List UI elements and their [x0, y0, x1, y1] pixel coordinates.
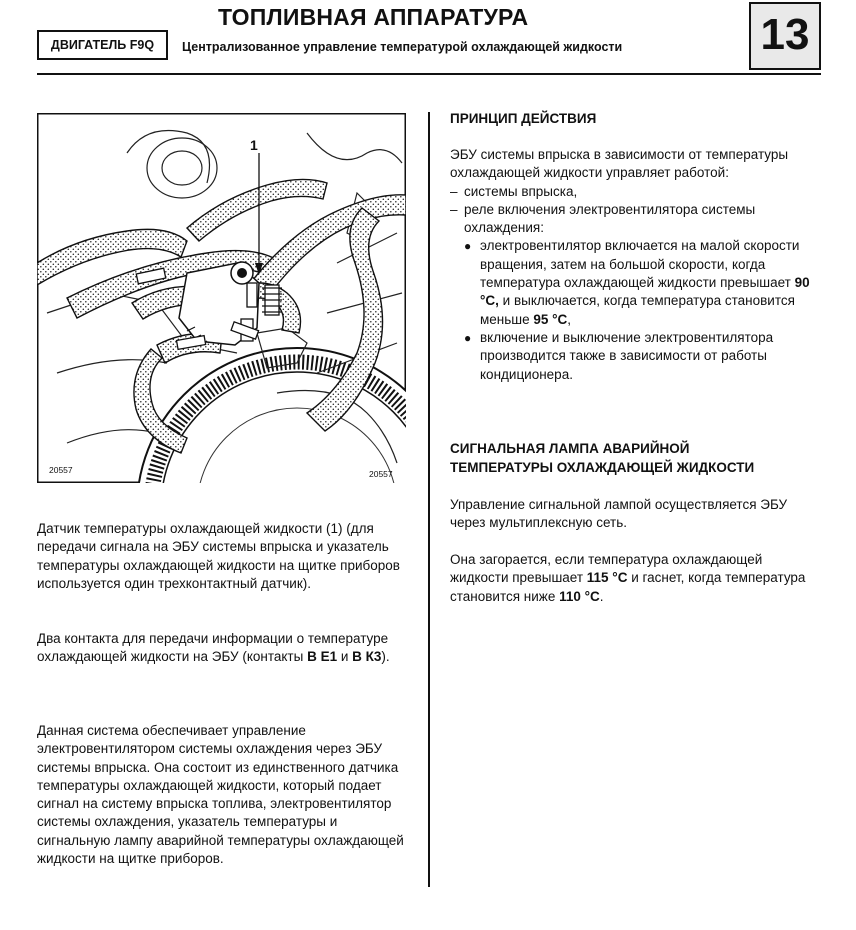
sensor-callout-number: 1 [250, 137, 258, 153]
contacts-text-start: Два контакта для передачи информации о температуре охлаждающей жидкости на ЭБУ (контакты [37, 631, 389, 665]
operation-heading: ПРИНЦИП ДЕЙСТВИЯ [450, 111, 597, 126]
fan-text-mid: и выключается, когда температура становится меньше [480, 293, 795, 327]
list-item: – системы впрыска, [450, 183, 820, 201]
control-list [450, 183, 820, 238]
fan-list [464, 237, 820, 383]
engine-label: ДВИГАТЕЛЬ F9Q [37, 30, 168, 60]
contacts-paragraph [37, 630, 409, 667]
chapter-number: 13 [749, 2, 821, 70]
contact-k3: В К3 [352, 649, 382, 665]
column-divider [428, 112, 430, 887]
lamp-temp-off: 110 °С [559, 588, 600, 604]
operation-intro: ЭБУ системы впрыска в зависимости от температуры охлаждающей жидкости управляет работой: [450, 147, 789, 181]
lamp-temp-on: 115 °С [586, 570, 628, 586]
operation-section [450, 146, 820, 384]
lamp-control-paragraph: Управление сигнальной лампой осуществляется ЭБУ через мультиплексную сеть. [450, 497, 788, 531]
fan-text-start: электровентилятор включается на малой скорости вращения, затем на большой скорости, когда температура охлаждающей жидкости превышает [480, 238, 800, 291]
page-subtitle: Централизованное управление температурой охлаждающей жидкости [182, 40, 623, 54]
list-item [464, 237, 820, 328]
fan-temp-on: 90 °С, [480, 275, 810, 309]
warning-lamp-heading-line1: СИГНАЛЬНАЯ ЛАМПА АВАРИЙНОЙ [450, 441, 690, 456]
warning-lamp-heading-line2: ТЕМПЕРАТУРЫ ОХЛАЖДАЮЩЕЙ ЖИДКОСТИ [450, 459, 755, 475]
fan-temp-off: 95 °С [533, 311, 568, 327]
figure-ref-left: 20557 [49, 465, 73, 475]
lamp-text-start: Она загорается, если температура охлаждающей жидкости превышает [450, 552, 763, 586]
lamp-text-mid: и гаснет, когда температура становится ниже [450, 570, 806, 604]
sensor-paragraph: Датчик температуры охлаждающей жидкости (1) (для передачи сигнала на ЭБУ системы впрыска и указатель температуры охлаждающей жидкости на щитке приборов используется один трехконтактный датчик). [37, 521, 400, 591]
warning-lamp-heading [450, 440, 830, 477]
list-item: ● включение и выключение электровентилятора производится также в зависимости от работы кондиционера. [464, 329, 820, 384]
lamp-text-end: . [599, 588, 604, 604]
contacts-text-end: ). [381, 649, 390, 665]
contacts-text-and: и [337, 649, 353, 665]
list-item: – реле включения электровентилятора системы охлаждения: [450, 201, 820, 238]
header-rule [37, 73, 821, 75]
lamp-on-paragraph [450, 551, 820, 606]
contact-e1: В Е1 [307, 649, 338, 665]
figure-ref-right: 20557 [369, 469, 393, 479]
page-title: ТОПЛИВНАЯ АППАРАТУРА [218, 4, 529, 30]
fan-text-end: , [567, 311, 572, 327]
engine-illustration [37, 113, 406, 483]
system-paragraph: Данная система обеспечивает управление электровентилятором системы охлаждения через ЭБУ системы впрыска. Она состоит из единственного датчика температуры охлаждающей жидкости, который подает сигнал на систему впрыска топлива, электровентилятор системы охлаждения, указатель температуры и сигнальную лампу аварийной температуры охлаждающей жидкости на щитке приборов. [37, 723, 404, 867]
